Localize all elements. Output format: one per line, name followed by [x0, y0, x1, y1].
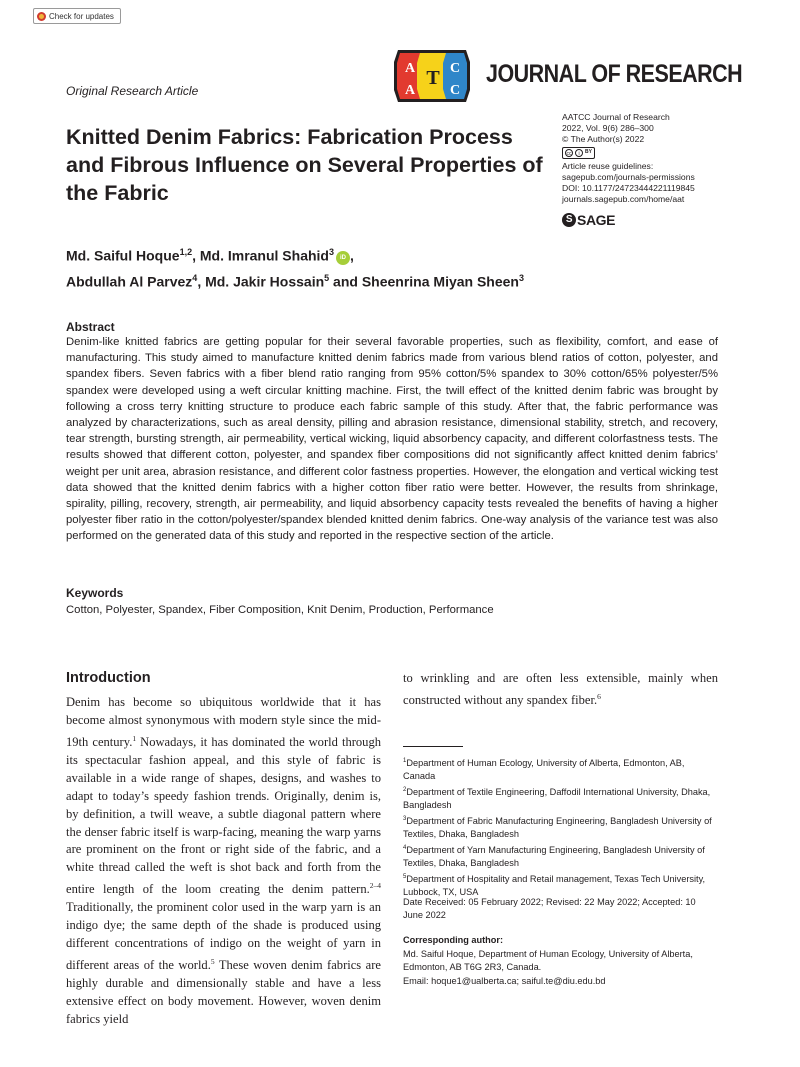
corresponding-author-heading: Corresponding author:: [403, 935, 504, 945]
author-name: Abdullah Al Parvez: [66, 273, 193, 290]
article-dates: Date Received: 05 February 2022; Revised: 22 May 2022; Accepted: 10 June 2022: [403, 897, 696, 921]
citation-ref[interactable]: 1: [132, 733, 137, 743]
citation-ref[interactable]: 6: [597, 691, 601, 701]
author-name: Md. Jakir Hossain: [205, 273, 325, 290]
author-name: Sheenrina Miyan Sheen: [361, 273, 519, 290]
svg-text:T: T: [426, 67, 440, 89]
footnote-divider: [403, 746, 463, 747]
keywords-heading: Keywords: [66, 586, 124, 600]
copyright: © The Author(s) 2022: [562, 134, 645, 145]
reuse-label: Article reuse guidelines:: [562, 160, 654, 171]
svg-text:A: A: [404, 83, 416, 98]
author-affiliation: 4: [192, 272, 198, 283]
affiliation-item: $^1$Department of Human Ecology, University of Alberta, Edmonton, AB, Canada: [403, 758, 685, 782]
sage-logo: S SAGE: [562, 212, 615, 228]
author-affiliation: 5: [324, 272, 330, 283]
svg-text:A: A: [404, 61, 416, 76]
article-type: Original Research Article: [66, 84, 199, 98]
affiliation-item: $^4$Department of Yarn Manufacturing Engineering, Bangladesh University of Textiles, Dhaka, Bangladesh: [403, 844, 705, 869]
check-for-updates-label: Check for updates: [49, 11, 114, 21]
author-name: Md. Saiful Hoque: [66, 247, 180, 264]
volume-info: 2022, Vol. 9(6) 286–300: [562, 123, 654, 134]
citation-ref[interactable]: 5: [210, 957, 215, 967]
sage-s-icon: S: [562, 213, 576, 227]
introduction-heading: Introduction: [66, 670, 151, 686]
journal-meta: [562, 112, 762, 205]
orcid-icon[interactable]: iD: [336, 251, 350, 265]
crossmark-icon: [37, 12, 46, 21]
cc-license-icon: cc i BY: [562, 147, 595, 159]
introduction-column-1: Denim has become so ubiquitous worldwide that it has become almost synonymous with modern style since the mid-19th century.$^1$ Nowadays, it has dominated the world through its spectacular fashion appeal, and this style of fabric is available in a wide range of shapes, designs, and washes to adapt to today’s speedy fashion trends. Originally, denim is, by definition, a twill weave, a subtle diagonal pattern where the denser fabric itself is warp-facing, meaning the warp yarns are prominent on the front or right side of the fabric, and a white thread called the weft is shot back and forth from the entire length of the loom creating the denim pattern.$^{2-4}$ Traditionally, the prominent color used in the warp yarn is an indigo dye; the same depth of the shade is produced using different concentrations of indigo on the weight of yarn in different areas of the world.$^5$ These woven denim fabrics are highly durable and dimensionally stable and have a less extensive effect on body movement. However, woven denim fabrics yield: [66, 695, 381, 1026]
journal-name: AATCC Journal of Research: [562, 112, 670, 122]
svg-text:C: C: [449, 61, 461, 76]
check-for-updates-button[interactable]: [33, 8, 121, 24]
journal-title: JOURNAL OF RESEARCH: [486, 60, 743, 88]
corresponding-author-address: Md. Saiful Hoque, Department of Human Ecology, University of Alberta, Edmonton, AB T6G 2R3, Canada.: [403, 949, 693, 973]
keywords-text: Cotton, Polyester, Spandex, Fiber Composition, Knit Denim, Production, Performance: [66, 604, 494, 616]
corresponding-author-email[interactable]: Email: hoque1@ualberta.ca; saiful.te@diu.edu.bd: [403, 975, 606, 986]
author-name: Md. Imranul Shahid: [199, 247, 329, 264]
reuse-link[interactable]: sagepub.com/journals-permissions: [562, 171, 695, 182]
svg-text:C: C: [449, 83, 461, 98]
abstract-text: Denim-like knitted fabrics are getting popular for their several favorable properties, such as flexibility, comfort, and ease of manufacturing. This study aimed to manufacture knitted denim fabrics made from various blend ratios of cotton, polyester, and spandex fibers. Seven fabrics with a fiber blend ratio ranging from 95% cotton/5% spandex to 30% cotton/65% polyester/5% spandex were developed using a weft circular knitting machine. First, the twill effect of the knitted denim fabric was brought by following a cross terry knitting structure to produce each fabric sample of this study. After that, the fabric performance was analyzed by characterizations, such as areal density, pilling and abrasion resistance, dimensional stability, stretch, and recovery, tear strength, bursting strength, air permeability, vertical wicking, liquid absorbency capacity, and different colorfastness tests. The results showed that different cotton, polyester, and spandex fiber compositions did not significantly affect knitted denim fabrics’ weight per unit area, abrasion resistance, and different color fastness properties. However, the elongation and vertical wicking test data showed that the knitted denim fabrics with a higher cotton fiber ratio were better. However, the results from shrinkage, spirality, pilling, recovery, strength, air permeability, and liquid absorbency capacity tests revealed the benefits of having a higher polyester fiber ratio in the cotton/polyester/spandex blended knitted denim fabrics. One-way analysis of the variance test was also performed on the generated data of this study and reported in the respective section of the article.: [66, 336, 718, 543]
aatcc-logo: [394, 48, 472, 104]
article-title: Knitted Denim Fabrics: Fabrication Process and Fibrous Influence on Several Properties of the Fabric: [66, 125, 543, 205]
affiliation-item: $^3$Department of Fabric Manufacturing Engineering, Bangladesh University of Textiles, Dhaka, Bangladesh: [403, 815, 712, 840]
author-affiliation: 1,2: [179, 247, 193, 257]
affiliation-item: $^2$Department of Textile Engineering, Daffodil International University, Dhaka, Bangladesh: [403, 786, 711, 811]
citation-ref[interactable]: 2–4: [369, 881, 381, 891]
introduction-column-2: to wrinkling and are often less extensible, mainly when constructed without any spandex fiber.$^6$: [403, 671, 718, 708]
abstract-heading: Abstract: [66, 320, 115, 334]
journal-home-link[interactable]: journals.sagepub.com/home/aat: [562, 194, 685, 205]
author-list: Md. Saiful Hoque$^{1,2}$, Md. Imranul Shahid$^3$iD , Abdullah Al Parvez$^4$, Md. Jakir Hossain$^5$ and Sheenrina Miyan Sheen$^3$: [66, 247, 525, 290]
affiliations: [403, 755, 718, 899]
author-affiliation: 3: [328, 247, 334, 257]
affiliation-item: $^5$Department of Hospitality and Retail management, Texas Tech University, Lubbock, TX, USA: [403, 873, 706, 897]
doi-link[interactable]: DOI: 10.1177/24723444221119845: [562, 183, 695, 194]
corresponding-author: [403, 948, 718, 988]
author-affiliation: 3: [519, 272, 525, 283]
